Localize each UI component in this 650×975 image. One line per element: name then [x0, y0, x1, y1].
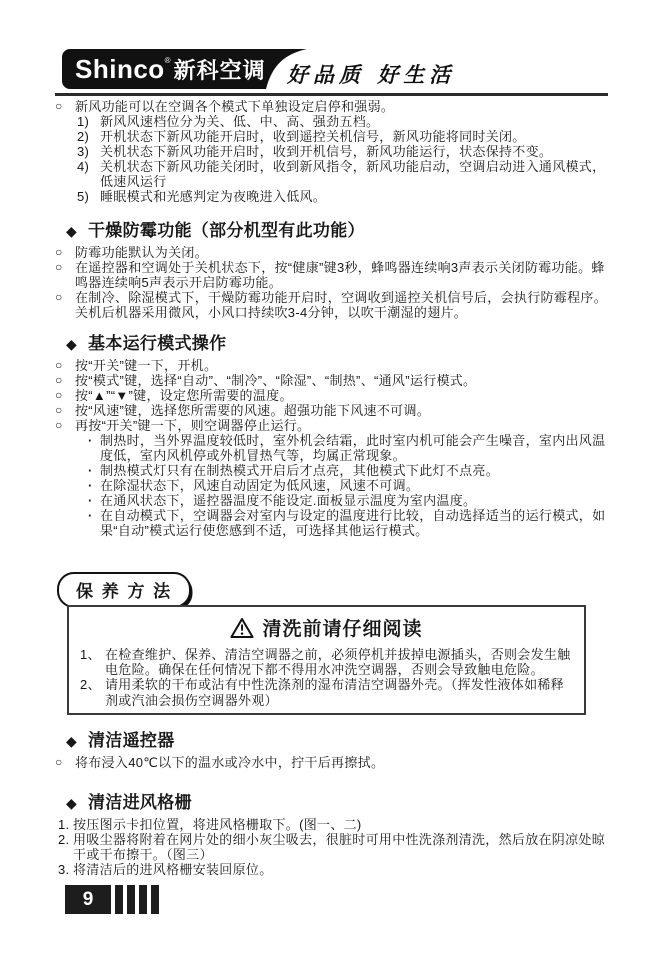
footer-bar: [127, 885, 135, 914]
list-item-text: 再按“开关”键一下，则空调器停止运行。: [75, 418, 311, 433]
warning-title: [69, 614, 584, 641]
brand-name-en: Shinco: [75, 53, 165, 84]
list-item: [55, 358, 608, 373]
dot-bullet-icon: ·: [88, 493, 93, 508]
note-text: 在通风状态下，遥控器温度不能设定.面板显示温度为室内温度。: [100, 493, 477, 508]
circle-bullet-icon: ○: [55, 260, 63, 274]
clean-remote-section: [55, 731, 608, 770]
list-item-text: 睡眠模式和光感判定为夜晚进入低风。: [100, 189, 327, 204]
note-item: [55, 463, 608, 478]
circle-bullet-icon: ○: [55, 290, 63, 304]
step-number: 1.: [58, 817, 70, 832]
warning-item: [80, 647, 576, 677]
section-title-text: 清洁遥控器: [88, 731, 175, 750]
section-title: [55, 793, 608, 813]
list-item: [55, 403, 608, 418]
list-item-text: 关机状态下新风功能开启时，收到开机信号，新风功能运行，状态保持不变。: [100, 144, 553, 159]
step-item: [55, 862, 608, 877]
dot-bullet-icon: ·: [88, 478, 93, 493]
list-item: [55, 418, 608, 433]
list-item: [55, 245, 608, 260]
warning-triangle-icon: [230, 617, 254, 639]
list-item-text: 按“模式”键，选择“自动”、“制冷”、“除湿”、“制热”、“通风”运行模式。: [75, 373, 477, 388]
list-item: [55, 388, 608, 403]
diamond-bullet-icon: ◆: [66, 223, 78, 239]
item-number: 4): [77, 159, 90, 174]
circle-bullet-icon: ○: [55, 755, 63, 769]
dot-bullet-icon: ·: [88, 433, 93, 448]
list-item: [55, 755, 608, 770]
note-text: 制热时，当外界温度较低时，室外机会结霜，此时室内机可能会产生噪音，室内出风温度低，室内风机停或外机冒热气等，均属正常现象。: [100, 433, 606, 463]
section-title-text: 基本运行模式操作: [88, 334, 227, 353]
item-number: 1、: [80, 647, 101, 662]
footer-bar: [151, 885, 159, 914]
dot-bullet-icon: ·: [88, 463, 93, 478]
step-item: [55, 817, 608, 832]
list-item: [55, 189, 608, 204]
section-title-text: 干燥防霉功能（部分机型有此功能）: [88, 221, 365, 240]
circle-bullet-icon: ○: [55, 358, 63, 372]
note-item: [55, 433, 608, 463]
item-number: 3): [77, 144, 90, 159]
diamond-bullet-icon: ◆: [66, 795, 78, 811]
list-item-text: 在遥控器和空调处于关机状态下，按“健康”键3秒，蜂鸣器连续响3声表示关闭防霉功能。蜂鸣器连续响5声表示开启防霉功能。: [75, 260, 605, 290]
list-item-text: 新风风速档位分为关、低、中、高、强劲五档。: [100, 114, 380, 129]
circle-bullet-icon: ○: [55, 403, 63, 417]
list-item: [55, 144, 608, 159]
maintenance-method-badge: 保 养 方 法: [57, 572, 191, 608]
warning-item-text: 请用柔软的干布或沾有中性洗涤剂的湿布清洁空调器外壳。（挥发性液体如稀释剂或汽油会损伤空调器外观）: [105, 677, 565, 708]
note-item: [55, 508, 608, 538]
section-title: [55, 221, 608, 241]
circle-bullet-icon: ○: [55, 388, 63, 402]
item-number: 5): [77, 189, 90, 204]
note-item: [55, 478, 608, 493]
diamond-bullet-icon: ◆: [66, 733, 78, 749]
fresh-air-section: [55, 99, 608, 204]
list-item: [55, 129, 608, 144]
dry-mildew-section: [55, 221, 608, 320]
list-item-text: 防霉功能默认为关闭。: [75, 245, 209, 260]
step-text: 按压图示卡扣位置，将进风格栅取下。(图一、二): [73, 817, 362, 832]
note-item: [55, 493, 608, 508]
list-item: [55, 260, 608, 290]
list-item: [55, 159, 608, 189]
list-item-text: 将布浸入40℃以下的温水或冷水中，拧干后再擦拭。: [75, 755, 385, 770]
circle-bullet-icon: ○: [55, 373, 63, 387]
step-item: [55, 832, 608, 862]
list-item: [55, 373, 608, 388]
brand-slogan: 好品质 好生活: [287, 62, 456, 87]
warning-item-text: 在检查维护、保养、清洁空调器之前，必须停机并拔掉电源插头，否则会发生触电危险。确保在任何情况下都不得用水冲洗空调器，否则会导致触电危险。: [105, 647, 571, 678]
list-item: [55, 99, 608, 114]
note-text: 在除湿状态下，风速自动固定为低风速，风速不可调。: [100, 478, 420, 493]
list-item-text: 关机状态下新风功能关闭时，收到新风指令，新风功能启动，空调启动进入通风模式，低速风运行: [100, 159, 606, 189]
item-number: 2、: [80, 677, 101, 693]
brand-name-cn: 新科空调: [173, 57, 266, 83]
circle-bullet-icon: ○: [55, 418, 63, 432]
page-number-bars: [115, 885, 163, 914]
step-text: 用吸尘器将附着在网片处的细小灰尘吸去，很脏时可用中性洗涤剂清洗，然后放在阴凉处晾干或干布擦干。（图三）: [73, 832, 606, 862]
list-item: [55, 114, 608, 129]
list-item-text: 按“▲”“▼”键，设定您所需要的温度。: [75, 388, 293, 403]
header-divider: [55, 93, 608, 96]
shinco-logo: [62, 49, 308, 89]
item-number: 2): [77, 129, 90, 144]
dot-bullet-icon: ·: [88, 508, 93, 523]
footer-bar: [115, 885, 123, 914]
list-item-text: 按“开关”键一下，开机。: [75, 358, 218, 373]
note-text: 在自动模式下，空调器会对室内与设定的温度进行比较，自动选择适当的运行模式，如果“自动”模式运行使您感到不适，可选择其他运行模式。: [100, 508, 606, 538]
section-title-text: 清洁进风格栅: [88, 793, 192, 812]
warning-title-text: 清洗前请仔细阅读: [262, 619, 423, 640]
cleaning-warning-box: [67, 605, 586, 715]
list-item-text: 在制冷、除湿模式下，干燥防霉功能开启时，空调收到遥控关机信号后，会执行防霉程序。关机后机器采用微风，小风口持续吹3-4分钟，以吹干潮湿的翅片。: [75, 290, 608, 320]
clean-grille-section: [55, 793, 608, 877]
footer-bar: [139, 885, 147, 914]
list-item-text: 按“风速”键，选择您所需要的风速。超强功能下风速不可调。: [75, 403, 431, 418]
registered-mark: ®: [164, 55, 171, 65]
item-number: 1): [77, 114, 90, 129]
note-text: 制热模式灯只有在制热模式开启后才点亮，其他模式下此灯不点亮。: [100, 463, 500, 478]
list-item-text: 开机状态下新风功能开启时，收到遥控关机信号，新风功能将同时关闭。: [100, 129, 526, 144]
warning-item: [80, 677, 576, 707]
step-number: 3.: [58, 862, 70, 877]
step-text: 将清洁后的进风格栅安装回原位。: [73, 862, 273, 877]
list-item: [55, 290, 608, 320]
circle-bullet-icon: ○: [55, 99, 63, 113]
step-number: 2.: [58, 832, 70, 847]
circle-bullet-icon: ○: [55, 245, 63, 259]
basic-mode-section: [55, 334, 608, 538]
diamond-bullet-icon: ◆: [66, 336, 78, 352]
page-number-badge: 9: [65, 885, 111, 914]
list-item-text: 新风功能可以在空调各个模式下单独设定启停和强弱。: [75, 99, 395, 114]
section-title: [55, 334, 608, 354]
section-title: [55, 731, 608, 751]
